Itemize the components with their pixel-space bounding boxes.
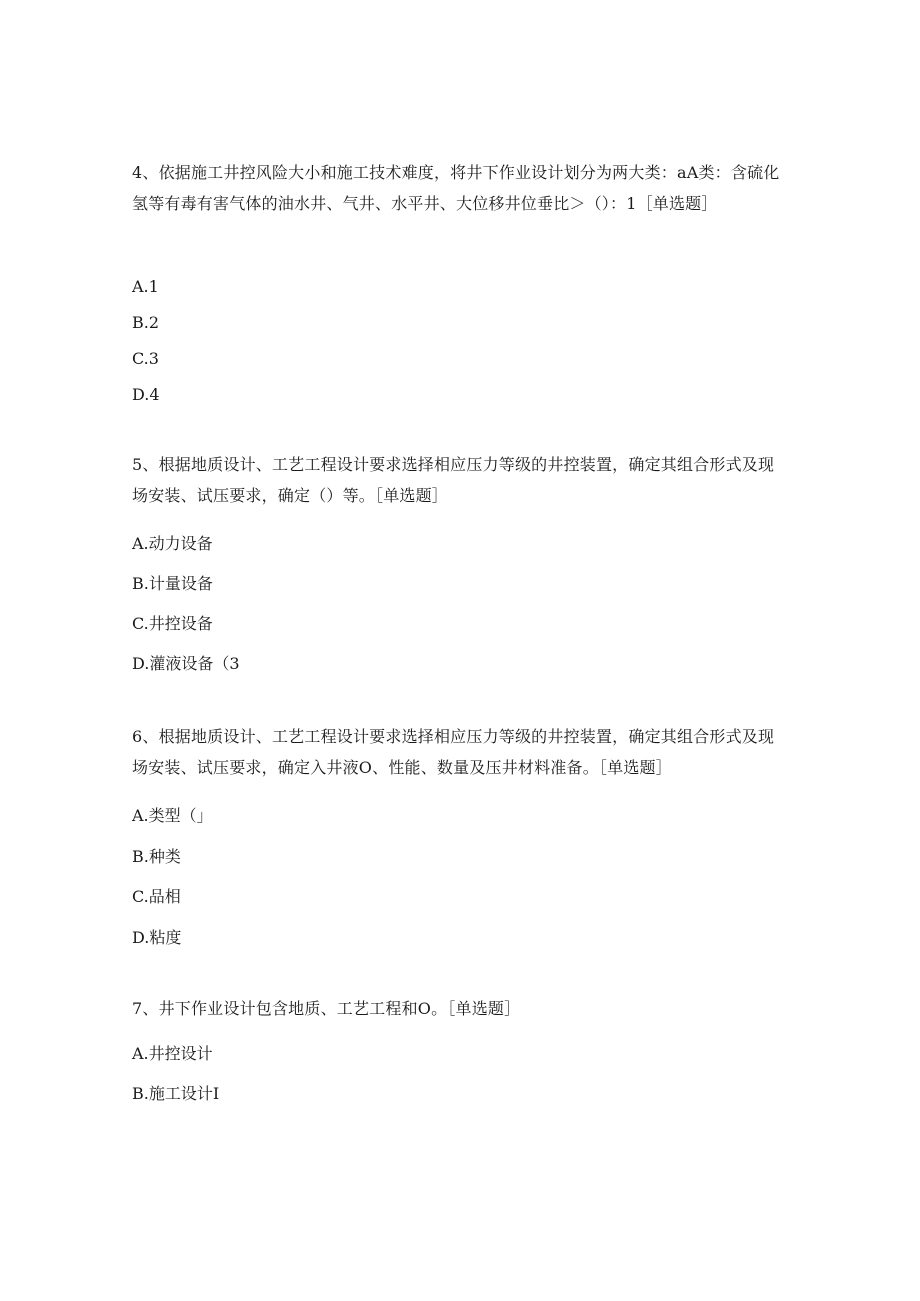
question-4-option-b: B.2 [132,313,160,332]
question-5-option-d: D.灌液设备（3 [132,654,240,673]
question-7-text: 7、井下作业设计包含地质、工艺工程和O。［单选题］ [132,999,521,1018]
question-4-option-a: A.1 [132,277,159,296]
question-5-option-a: A.动力设备 [132,534,213,553]
question-5-option-b: B.计量设备 [132,574,213,593]
question-5-text: 5、根据地质设计、工艺工程设计要求选择相应压力等级的井控装置，确定其组合形式及现场安装、试压要求，确定（）等。［单选题］ [132,455,775,505]
question-4-option-d: D.4 [132,385,160,404]
question-5-option-c: C.井控设备 [132,614,213,633]
question-6-option-b: B.种类 [132,847,181,866]
question-4-option-c: C.3 [132,349,159,368]
question-6-option-c: C.品相 [132,887,181,906]
question-7-option-a: A.井控设计 [132,1044,213,1063]
question-6-text: 6、根据地质设计、工艺工程设计要求选择相应压力等级的井控装置，确定其组合形式及现场安装、试压要求，确定入井液O、性能、数量及压井材料准备。［单选题］ [132,727,775,777]
question-4-text: 4、依据施工井控风险大小和施工技术难度，将井下作业设计划分为两大类：aA类：含硫化氢等有毒有害气体的油水井、气井、水平井、大位移井位垂比＞（）：1［单选题］ [132,163,780,213]
question-6-option-a: A.类型（」 [132,806,213,825]
question-6-option-d: D.粘度 [132,928,182,947]
question-7-option-b: B.施工设计I [132,1084,220,1103]
